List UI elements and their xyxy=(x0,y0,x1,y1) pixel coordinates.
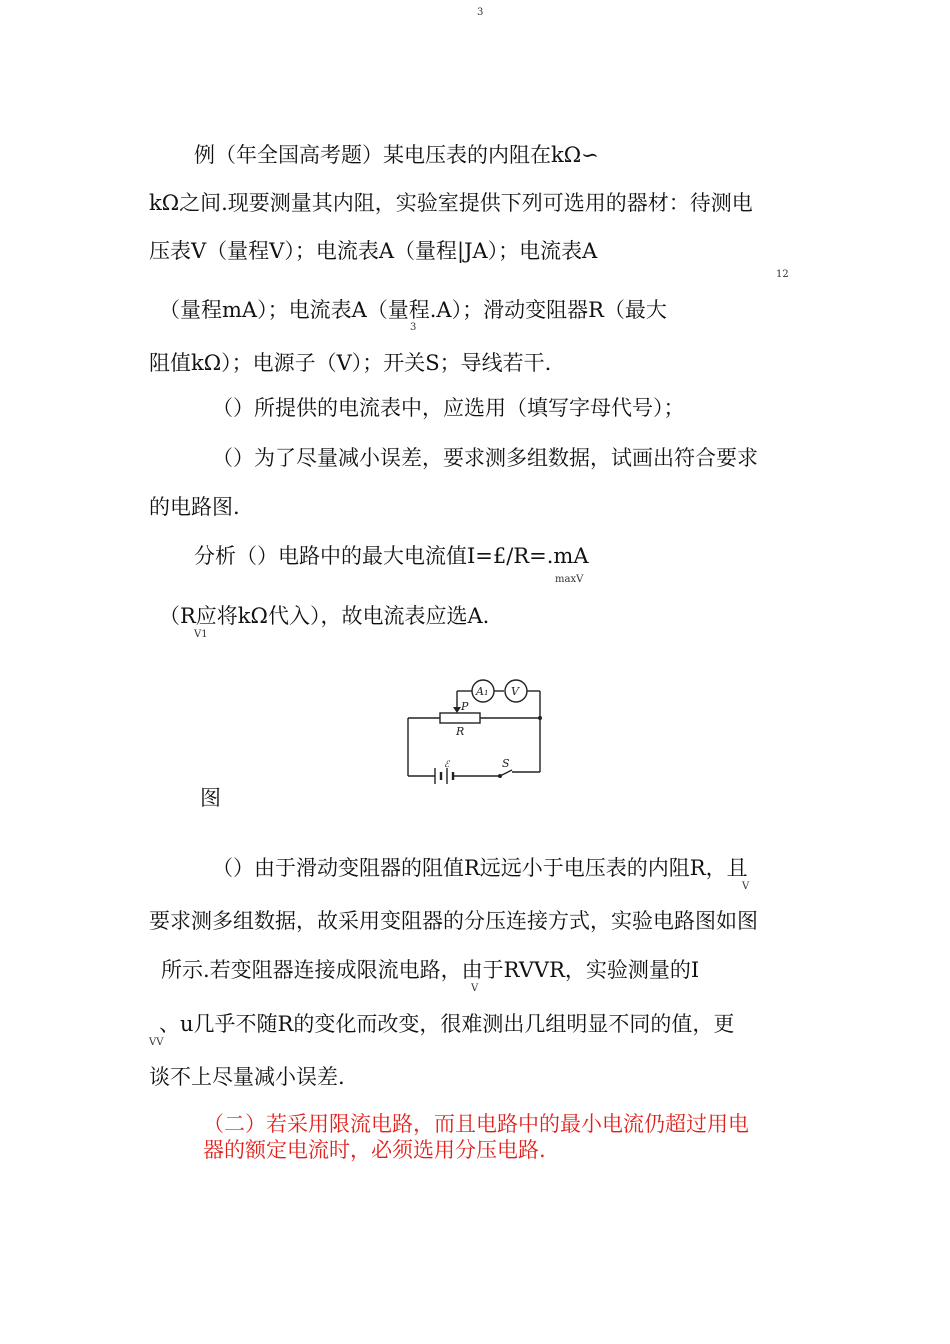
text-line-6: （）所提供的电流表中，应选用（填写字母代号）； xyxy=(212,396,685,420)
text-line-11: （）由于滑动变阻器的阻值R远远小于电压表的内阻R，且 xyxy=(212,856,748,880)
text-line-7: （）为了尽量减小误差，要求测多组数据，试画出符合要求 xyxy=(212,446,758,470)
junction-dot xyxy=(538,716,542,720)
highlight-line-2: 器的额定电流时，必须选用分压电路. xyxy=(203,1138,546,1162)
text-line-2: kΩ之间.现要测量其内阻，实验室提供下列可选用的器材：待测电 xyxy=(149,191,753,215)
text-line-9: 分析（）电路中的最大电流值I=£/R=.mA xyxy=(194,544,589,568)
text-line-14: 、u几乎不随R的变化而改变，很难测出几组明显不同的值，更 xyxy=(159,1012,735,1036)
resistor-body xyxy=(440,713,480,723)
ammeter-label: A₁ xyxy=(476,685,489,698)
text-line-8: 的电路图. xyxy=(149,495,240,519)
text-line-13: 所示.若变阻器连接成限流电路，由于RVVR，实验测量的I xyxy=(161,958,700,982)
switch-pivot xyxy=(498,774,502,778)
slider-arrow xyxy=(453,707,461,713)
switch-label: S xyxy=(502,757,510,770)
switch-blade xyxy=(500,770,512,776)
battery-label: ℰ xyxy=(444,760,450,770)
circuit-diagram xyxy=(400,676,550,788)
text-line-10: （R应将kΩ代入），故电流表应选A. xyxy=(159,604,490,628)
subscript-12: 12 xyxy=(776,269,789,280)
highlight-line-1: （二）若采用限流电路，而且电路中的最小电流仍超过用电 xyxy=(203,1112,749,1136)
text-line-4: （量程mA）；电流表A（量程.A）；滑动变阻器R（最大 xyxy=(159,298,667,322)
slider-label: P xyxy=(461,700,469,713)
subscript-v-a: V xyxy=(742,881,750,892)
figure-caption: 图 xyxy=(200,786,221,810)
subscript-maxv: maxV xyxy=(555,574,584,585)
text-line-3: 压表V（量程V）；电流表A（量程|JA）；电流表A xyxy=(149,239,598,263)
text-line-5: 阻值kΩ）；电源子（V）；开关S；导线若干. xyxy=(149,351,552,375)
subscript-v1: V1 xyxy=(194,629,208,640)
text-line-12: 要求测多组数据，故采用变阻器的分压连接方式，实验电路图如图 xyxy=(149,909,758,933)
text-line-1: 例（年全国高考题）某电压表的内阻在kΩ∽ xyxy=(194,143,599,167)
subscript-vv: VV xyxy=(149,1037,164,1048)
page-number: 3 xyxy=(477,7,484,18)
text-line-15: 谈不上尽量减小误差. xyxy=(149,1065,345,1089)
voltmeter-label: V xyxy=(511,685,519,698)
subscript-3: 3 xyxy=(410,322,417,333)
subscript-v-b: V xyxy=(471,983,479,994)
resistor-label: R xyxy=(456,725,465,738)
